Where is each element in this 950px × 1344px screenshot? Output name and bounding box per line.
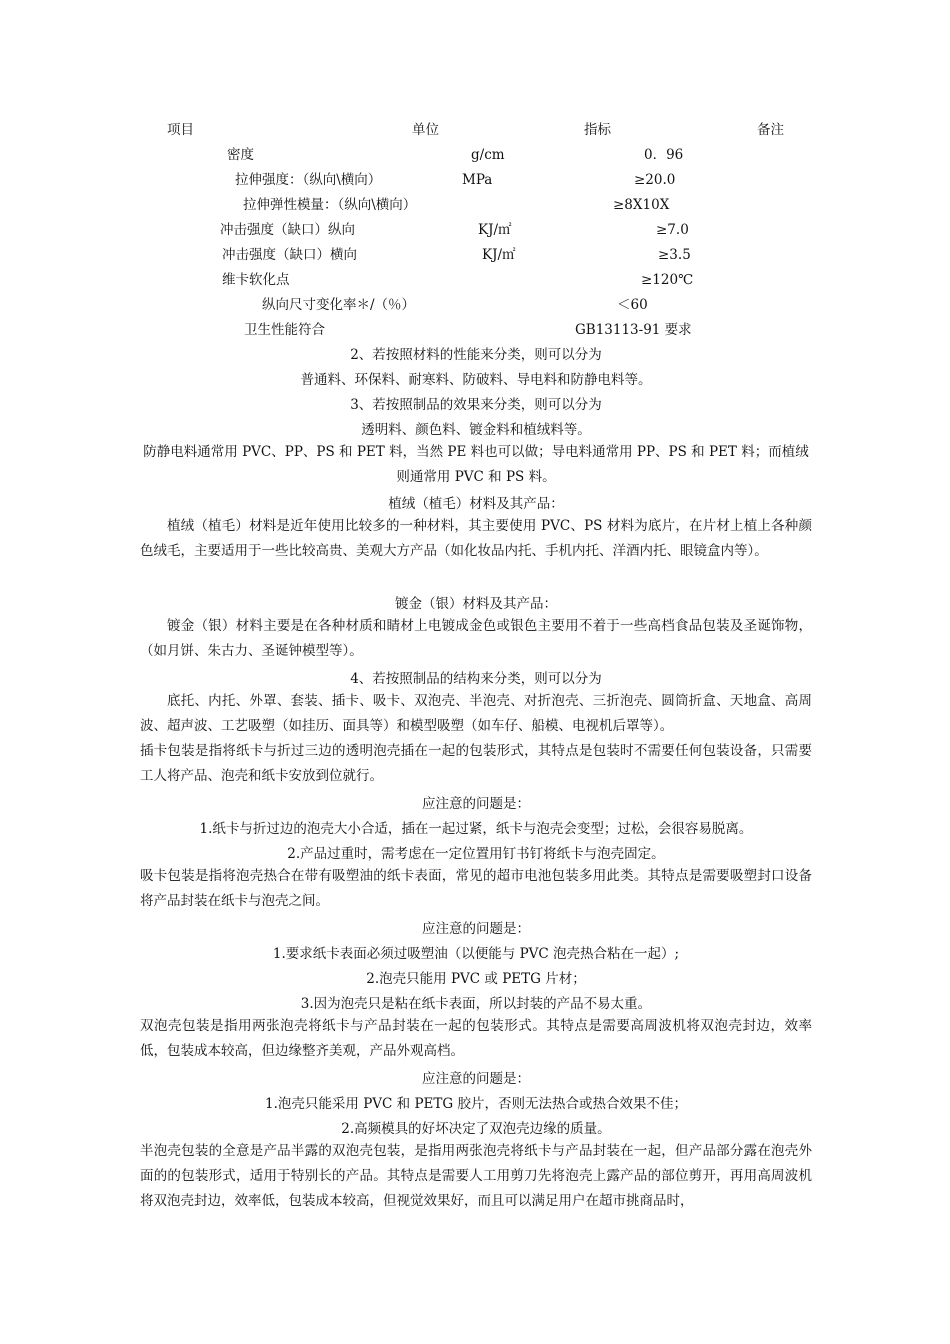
table-cell-unit: MPa — [462, 172, 493, 188]
list-item: 1.纸卡与折过边的泡壳大小合适，插在一起过紧，纸卡与泡壳会变型；过松，会很容易脱离。 — [199, 821, 753, 837]
table-cell-value: ≥7.0 — [656, 222, 689, 238]
paragraph: 吸卡包装是指将泡壳热合在带有吸塑油的纸卡表面，常见的超市电池包装多用此类。其特点是需要吸塑封口设备将产品封装在纸卡与泡壳之间。 — [140, 868, 812, 909]
section-heading: 应注意的问题是： — [422, 921, 530, 937]
paragraph: 插卡包装是指将纸卡与折过三边的透明泡壳插在一起的包装形式，其特点是包装时不需要任何包装设备，只需要工人将产品、泡壳和纸卡安放到位就行。 — [140, 743, 812, 784]
list-item: 2.产品过重时，需考虑在一定位置用钉书钉将纸卡与泡壳固定。 — [287, 846, 665, 862]
table-cell-value: ＜60 — [617, 297, 648, 313]
paragraph: 镀金（银）材料主要是在各种材质和睛材上电镀成金色或银色主要用不着于一些高档食品包装及圣诞饰物，（如月饼、朱古力、圣诞钟模型等）。 — [140, 618, 812, 659]
section-heading: 3、若按照制品的效果来分类，则可以分为 — [350, 397, 602, 413]
paragraph: 双泡壳包装是指用两张泡壳将纸卡与产品封装在一起的包装形式。其特点是需要高周波机将双泡壳封边，效率低，包装成本较高，但边缘整齐美观，产品外观高档。 — [140, 1018, 812, 1059]
table-cell-value: ≥120℃ — [641, 272, 694, 288]
table-cell-value: GB13113-91 要求 — [575, 322, 692, 338]
section-heading: 4、若按照制品的结构来分类，则可以分为 — [350, 671, 602, 687]
section-heading: 植绒（植毛）材料及其产品： — [388, 496, 564, 512]
section-heading: 镀金（银）材料及其产品： — [395, 596, 557, 612]
paragraph: 普通料、环保料、耐寒料、防破料、导电料和防静电料等。 — [300, 372, 652, 388]
table-cell-item: 纵向尺寸变化率＊/（％） — [262, 297, 416, 313]
list-item: 2.泡壳只能用 PVC 或 PETG 片材； — [366, 971, 586, 987]
table-cell-value: ≥3.5 — [658, 247, 691, 263]
table-header-note: 备注 — [757, 122, 784, 138]
paragraph: 防静电料通常用 PVC、PP、PS 和 PET 料，当然 PE 料也可以做；导电料通常用 PP、PS 和 PET 料；而植绒则通常用 PVC 和 PS 料。 — [143, 444, 809, 485]
section-heading: 应注意的问题是： — [422, 1071, 530, 1087]
table-cell-unit: KJ/㎡ — [478, 222, 512, 238]
list-item: 2.高频模具的好坏决定了双泡壳边缘的质量。 — [341, 1121, 611, 1137]
list-item: 1.要求纸卡表面必须过吸塑油（以便能与 PVC 泡壳热合粘在一起）; — [272, 946, 680, 962]
table-cell-item: 冲击强度（缺口）纵向 — [220, 222, 355, 238]
table-cell-item: 维卡软化点 — [222, 272, 290, 288]
table-header-unit: 单位 — [412, 122, 439, 138]
section-heading: 2、若按照材料的性能来分类，则可以分为 — [350, 347, 602, 363]
paragraph: 底托、内托、外罩、套装、插卡、吸卡、双泡壳、半泡壳、对折泡壳、三折泡壳、圆筒折盒、天地盒、高周波、超声波、工艺吸塑（如挂历、面具等）和模型吸塑（如车仔、船模、电视机后罩等）。 — [140, 693, 812, 734]
table-cell-item: 密度 — [227, 147, 254, 163]
table-cell-item: 拉伸强度：（纵向\横向） — [235, 172, 382, 188]
table-cell-item: 卫生性能符合 — [244, 322, 325, 338]
section-heading: 应注意的问题是： — [422, 796, 530, 812]
table-header-item: 项目 — [167, 122, 194, 138]
table-cell-value: ≥8X10X — [613, 197, 670, 213]
table-cell-value: 0．96 — [644, 147, 684, 163]
list-item: 1.泡壳只能采用 PVC 和 PETG 胶片，否则无法热合或热合效果不佳； — [265, 1096, 687, 1112]
table-cell-value: ≥20.0 — [634, 172, 676, 188]
table-cell-item: 拉伸弹性模量：（纵向\横向） — [243, 197, 417, 213]
paragraph: 透明料、颜色料、镀金料和植绒料等。 — [361, 422, 591, 438]
table-header-value: 指标 — [584, 122, 611, 138]
table-cell-item: 冲击强度（缺口）横向 — [222, 247, 357, 263]
table-cell-unit: g/cm — [471, 147, 505, 163]
table-cell-unit: KJ/㎡ — [482, 247, 516, 263]
paragraph: 半泡壳包装的全意是产品半露的双泡壳包装，是指用两张泡壳将纸卡与产品封装在一起，但产品部分露在泡壳外面的的包装形式，适用于特别长的产品。其特点是需要人工用剪刀先将泡壳上露产品的部位剪开，再用高周波机将双泡壳封边，效率低，包装成本较高，但视觉效果好，而且可以满足用户在超市挑商品时， — [140, 1143, 812, 1209]
paragraph: 植绒（植毛）材料是近年使用比较多的一种材料，其主要使用 PVC、PS 材料为底片，在片材上植上各种颜色绒毛，主要适用于一些比较高贵、美观大方产品（如化妆品内托、手机内托、洋酒内托、眼镜盒内等）。 — [140, 518, 812, 559]
list-item: 3.因为泡壳只是粘在纸卡表面，所以封装的产品不易太重。 — [300, 996, 652, 1012]
